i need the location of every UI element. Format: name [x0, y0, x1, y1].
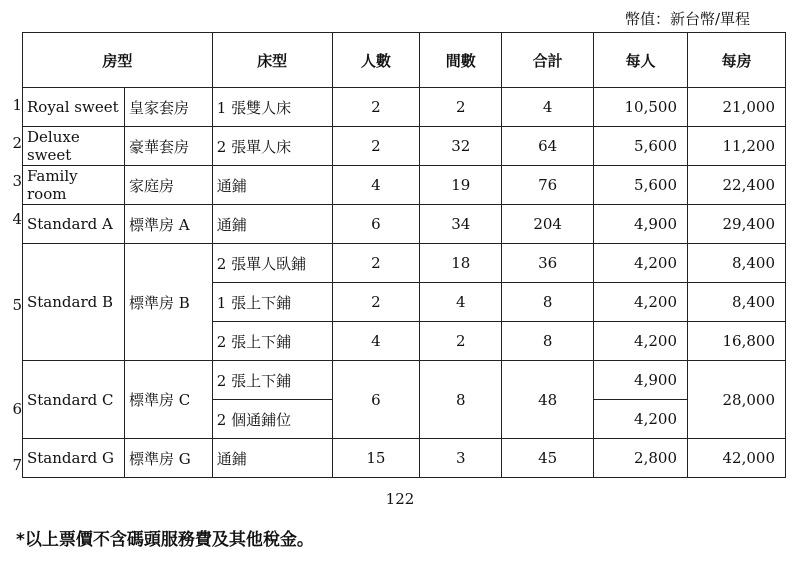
price-per-room: 28,000 — [688, 361, 786, 439]
row-number-1: 1 — [12, 96, 22, 114]
price-per-person: 2,800 — [594, 439, 688, 478]
table-row — [23, 166, 786, 205]
price-per-room: 8,400 — [688, 283, 786, 322]
price-per-room: 16,800 — [688, 322, 786, 361]
price-per-room: 29,400 — [688, 205, 786, 244]
room-name-zh: 標準房 B — [124, 244, 212, 361]
price-per-person: 10,500 — [594, 88, 688, 127]
row-number-7: 7 — [12, 456, 22, 474]
bed-type: 通鋪 — [212, 439, 332, 478]
rooms: 19 — [420, 166, 502, 205]
total: 45 — [502, 439, 594, 478]
header-bed-type: 床型 — [212, 33, 332, 88]
table-row — [23, 361, 786, 400]
price-per-person: 4,900 — [594, 361, 688, 400]
room-name-zh: 皇家套房 — [124, 88, 212, 127]
bed-type: 通鋪 — [212, 166, 332, 205]
row-number-6: 6 — [12, 400, 22, 418]
row-number-4: 4 — [12, 210, 22, 228]
persons: 6 — [332, 361, 420, 439]
price-per-person: 4,200 — [594, 322, 688, 361]
table-row — [23, 439, 786, 478]
room-name-zh: 標準房 C — [124, 361, 212, 439]
price-per-person: 5,600 — [594, 127, 688, 166]
total: 48 — [502, 361, 594, 439]
price-per-room: 11,200 — [688, 127, 786, 166]
rooms: 34 — [420, 205, 502, 244]
room-name-en: Family room — [23, 166, 125, 205]
rooms: 3 — [420, 439, 502, 478]
persons: 4 — [332, 322, 420, 361]
bed-type: 2 個通鋪位 — [212, 400, 332, 439]
table-row — [23, 88, 786, 127]
persons: 2 — [332, 88, 420, 127]
total: 64 — [502, 127, 594, 166]
rooms: 32 — [420, 127, 502, 166]
header-per-person: 每人 — [594, 33, 688, 88]
persons: 15 — [332, 439, 420, 478]
room-name-en: Royal sweet — [23, 88, 125, 127]
room-name-zh: 豪華套房 — [124, 127, 212, 166]
fare-table — [22, 32, 786, 478]
row-number-3: 3 — [12, 172, 22, 190]
bed-type: 1 張上下鋪 — [212, 283, 332, 322]
header-persons: 人數 — [332, 33, 420, 88]
currency-note: 幣值：新台幣/單程 — [624, 10, 750, 28]
price-per-person: 4,900 — [594, 205, 688, 244]
bed-type: 1 張雙人床 — [212, 88, 332, 127]
rooms: 8 — [420, 361, 502, 439]
room-name-zh: 家庭房 — [124, 166, 212, 205]
persons: 6 — [332, 205, 420, 244]
room-name-en: Standard A — [23, 205, 125, 244]
price-per-person: 5,600 — [594, 166, 688, 205]
page-number: 122 — [385, 490, 415, 508]
room-name-en: Standard C — [23, 361, 125, 439]
header-row — [23, 33, 786, 88]
persons: 4 — [332, 166, 420, 205]
room-name-en: Standard B — [23, 244, 125, 361]
header-total: 合計 — [502, 33, 594, 88]
room-name-zh: 標準房 A — [124, 205, 212, 244]
bed-type: 2 張單人床 — [212, 127, 332, 166]
price-per-room: 42,000 — [688, 439, 786, 478]
rooms: 18 — [420, 244, 502, 283]
price-per-person: 4,200 — [594, 283, 688, 322]
price-per-person: 4,200 — [594, 400, 688, 439]
room-name-zh: 標準房 G — [124, 439, 212, 478]
footnote: *以上票價不含碼頭服務費及其他稅金。 — [16, 530, 314, 550]
table-row — [23, 205, 786, 244]
table-row — [23, 244, 786, 283]
bed-type: 2 張上下鋪 — [212, 322, 332, 361]
total: 204 — [502, 205, 594, 244]
row-number-5: 5 — [12, 296, 22, 314]
price-per-room: 21,000 — [688, 88, 786, 127]
header-per-room: 每房 — [688, 33, 786, 88]
room-name-en: Deluxe sweet — [23, 127, 125, 166]
table-row — [23, 127, 786, 166]
total: 8 — [502, 322, 594, 361]
bed-type: 2 張上下鋪 — [212, 361, 332, 400]
persons: 2 — [332, 283, 420, 322]
bed-type: 2 張單人臥鋪 — [212, 244, 332, 283]
rooms: 4 — [420, 283, 502, 322]
persons: 2 — [332, 244, 420, 283]
rooms: 2 — [420, 88, 502, 127]
rooms: 2 — [420, 322, 502, 361]
total: 8 — [502, 283, 594, 322]
total: 36 — [502, 244, 594, 283]
header-rooms: 間數 — [420, 33, 502, 88]
room-name-en: Standard G — [23, 439, 125, 478]
price-per-room: 8,400 — [688, 244, 786, 283]
header-room-type: 房型 — [23, 33, 213, 88]
row-number-2: 2 — [12, 134, 22, 152]
price-per-person: 4,200 — [594, 244, 688, 283]
total: 76 — [502, 166, 594, 205]
bed-type: 通鋪 — [212, 205, 332, 244]
price-per-room: 22,400 — [688, 166, 786, 205]
persons: 2 — [332, 127, 420, 166]
total: 4 — [502, 88, 594, 127]
